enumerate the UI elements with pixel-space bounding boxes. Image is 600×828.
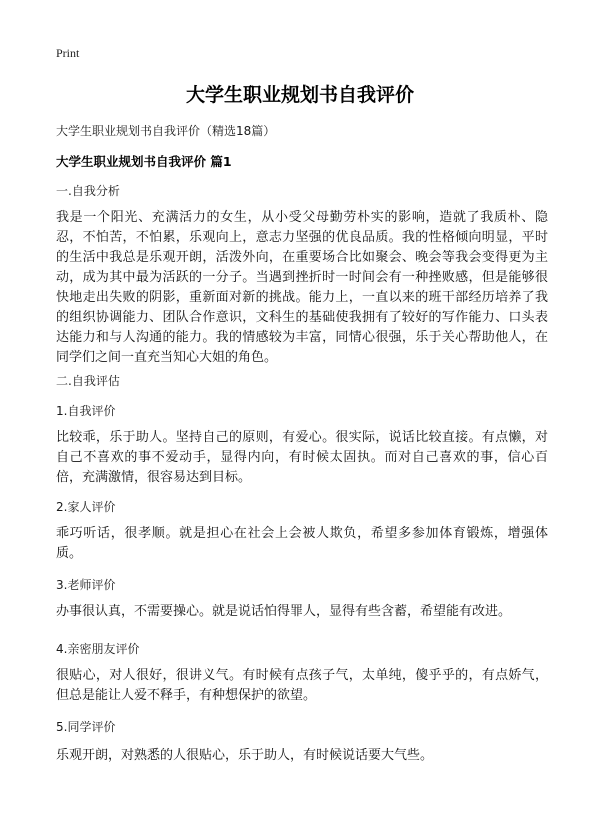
document-subtitle: 大学生职业规划书自我评价（精选18篇） (56, 124, 276, 138)
teacher-evaluation-heading: 3.老师评价 (56, 578, 116, 592)
self-evaluation-heading: 1.自我评价 (56, 404, 116, 418)
classmate-evaluation-paragraph: 乐观开朗，对熟悉的人很贴心，乐于助人，有时候说话要大气些。 (56, 748, 434, 763)
friend-evaluation-paragraph: 很贴心，对人很好，很讲义气。有时候有点孩子气，太单纯，傻乎乎的，有点娇气，但总是能让人爱不释手，有种想保护的欲望。 (56, 668, 548, 703)
self-analysis-paragraph: 我是一个阳光、充满活力的女生，从小受父母勤劳朴实的影响，造就了我质朴、隐忍，不怕苦，不怕累，乐观向上，意志力坚强的优良品质。我的性格倾向明显，平时的生活中我总是乐观开朗，活泼外向，在重要场合比如聚会、晚会等我会变得更为主动，成为其中最为活跃的一分子。当遇到挫折时一时间会有一种挫败感，但是能够很快地走出失败的阴影，重新面对新的挑战。能力上，一直以来的班干部经历培养了我的组织协调能力、团队合作意识，文科生的基础使我拥有了较好的写作能力、口头表达能力和与人沟通的能力。我的情感较为丰富，同情心很强，乐于关心帮助他人，在同学们之间一直充当知心大姐的角色。 (56, 210, 548, 365)
friend-evaluation-heading: 4.亲密朋友评价 (56, 642, 140, 656)
self-analysis-heading: 一.自我分析 (56, 184, 120, 198)
section-title: 大学生职业规划书自我评价 篇1 (56, 154, 232, 169)
family-evaluation-heading: 2.家人评价 (56, 500, 116, 514)
family-evaluation-paragraph: 乖巧听话，很孝顺。就是担心在社会上会被人欺负，希望多参加体育锻炼，增强体质。 (56, 526, 548, 561)
classmate-evaluation-heading: 5.同学评价 (56, 720, 116, 734)
self-evaluation-paragraph: 比较乖，乐于助人。坚持自己的原则，有爱心。很实际，说话比较直接。有点懒，对自己不喜欢的事不爱动手，显得内向，有时候太固执。而对自己喜欢的事，信心百倍，充满激情，很容易达到目标。 (56, 430, 548, 485)
teacher-evaluation-paragraph: 办事很认真，不需要操心。就是说话怕得罪人，显得有些含蓄，希望能有改进。 (56, 604, 512, 619)
print-link[interactable]: Print (56, 46, 80, 60)
self-assessment-heading: 二.自我评估 (56, 374, 120, 388)
page-title: 大学生职业规划书自我评价 (185, 84, 414, 106)
